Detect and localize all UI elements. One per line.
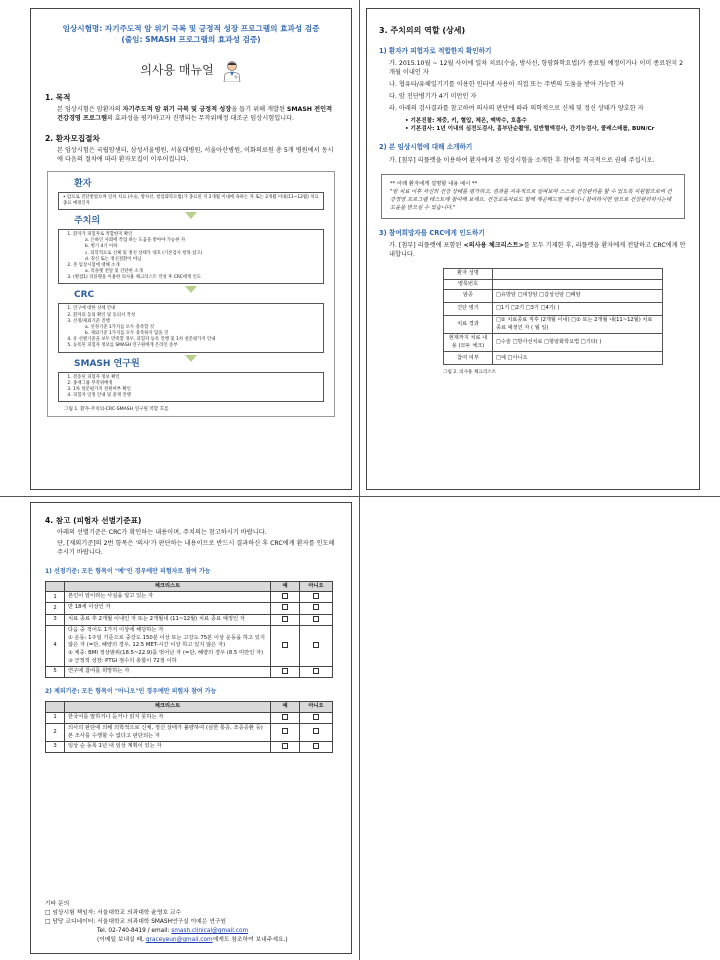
no-checkbox-cell[interactable] xyxy=(300,614,333,625)
page-divider-horizontal xyxy=(0,496,720,497)
criteria-text: 의사의 판단에 의해 의학적으로 신체, 정신 상태가 불량하여 (심한 통증, 조증증환 등) 본 조사를 수행할 수 없다고 판단되는 자 xyxy=(65,723,271,741)
flow-smash-item: 3. 1차 설문평가지 전원여부 확인 xyxy=(73,387,319,393)
section-1-heading: 1. 목적 xyxy=(45,92,71,102)
no-checkbox[interactable] xyxy=(313,743,319,749)
flow-crc-item: 4. 유 선별기준을 보두 만족할 경우, 피험자 등록 진행 및 1차 설문평가지 안내 xyxy=(73,337,319,343)
yes-checkbox-cell[interactable] xyxy=(271,592,300,603)
flow-crc-item: 1. 연구에 대한 상세 안내 xyxy=(73,306,319,312)
criteria-row xyxy=(46,592,333,603)
checklist-row xyxy=(444,279,663,290)
flow-smash-box xyxy=(58,372,324,403)
flow-doctor-heading: 주치의 xyxy=(74,216,101,227)
contact-tel: Tel. 02-740-8419 / email: smash.clinical@gmail.com xyxy=(97,928,249,935)
inclusion-heading: 1) 선정기준: 모든 항목이 "예"인 경우에만 피험자로 참여 가능 xyxy=(45,567,211,575)
section-2-body: 본 임상시험은 국립암센터, 삼성서울병원, 서울대병원, 서울아산병원, 이화의료원 총 5개 병원에서 동시에 다음의 절차에 따라 환자모집이 이루어집니다. xyxy=(57,146,334,163)
criteria-number: 3 xyxy=(46,742,65,753)
checklist-value[interactable]: □1기 □2기 □3기 □4기( ) xyxy=(493,303,663,316)
no-checkbox-cell[interactable] xyxy=(300,712,333,723)
section-4-intro-1: 아래의 선별기준은 CRC가 확인하는 내용이며, 주치의는 참고하시기 바랍니다. xyxy=(57,529,267,536)
flow-smash-heading: SMASH 연구원 xyxy=(74,358,140,369)
yes-checkbox-cell[interactable] xyxy=(271,625,300,666)
manual-header xyxy=(45,60,337,82)
section-4-intro-2: 단, [제외기준]의 2번 항목은 '의사'가 판단하는 내용이므로 반드시 결과하신 후 CRC에게 환자를 인도해주시기 바랍니다. xyxy=(57,539,335,556)
no-checkbox[interactable] xyxy=(313,642,319,648)
flow-doctor-item: 1. 환자가 피험자로 적합한지 확인 xyxy=(73,232,319,238)
section-3-heading: 3. 주치의의 역할 (상세) xyxy=(379,26,466,35)
checklist-label: 현재까지 치료 내용 (모두 체크) xyxy=(444,334,493,352)
yes-checkbox[interactable] xyxy=(282,668,288,674)
checklist-value[interactable]: □예 □아니오 xyxy=(493,352,663,365)
checklist-value[interactable] xyxy=(493,279,663,290)
yes-checkbox[interactable] xyxy=(282,728,288,734)
no-checkbox-cell[interactable] xyxy=(300,625,333,666)
criteria-number: 3 xyxy=(46,614,65,625)
flow-smash-item: 1. 전송된 피험자 정보 확인 xyxy=(73,375,319,381)
criterion-na: 나. 협유타/유해일기기를 이용한 인터넷 사용이 직접 또는 주변의 도움을 받아 가능한 자 xyxy=(389,81,624,89)
no-checkbox-cell[interactable] xyxy=(300,592,333,603)
yes-checkbox[interactable] xyxy=(282,714,288,720)
no-checkbox[interactable] xyxy=(313,668,319,674)
criteria-row xyxy=(46,603,333,614)
col-no-answer: 아니오 xyxy=(300,702,333,713)
flow-crc-item: 3. 선정/제외기준 진행 xyxy=(73,319,319,325)
explanation-example-box xyxy=(381,174,685,219)
yes-checkbox[interactable] xyxy=(282,743,288,749)
checklist-value[interactable] xyxy=(493,269,663,280)
criteria-text: 다음 중 적어도 1가지 이상에 해당하는 자 ① 운동: 1주일 기준으로 중강도 150분 이상 또는 고강도 75분 이상 운동을 하고 있지 않은 자 (=단, 혜양의 경우, 12.5 MET-시간 이상 하고 있지 않은 자) ② 체중: BMI 정상범위(18.5~22.9)를 벗어난 자 (=단, 혜양의 경우 (8.5 미만인 자) ③ 긍정적 성장: PTGI 점수의 총합이 72점 이하 xyxy=(65,625,271,666)
criteria-number: 2 xyxy=(46,723,65,741)
page-1 xyxy=(30,8,352,490)
flow-crc-sub: b. 제외기준 1가지를 모두 충족하지 않을 것 xyxy=(85,331,169,337)
criterion-ga: 가. 2015.10월 ~ 12월 사이에 일차 치료(수술, 방사선, 항암화학요법)가 종료될 예정이거나 이미 종료된지 2개월 이내인 자 xyxy=(389,60,684,77)
criteria-number: 5 xyxy=(46,667,65,678)
subsection-2-body: 가. [첨부] 리플렛을 이용하여 환자에게 본 임상시험을 소개한 후 참여를 적극적으로 권해 주십시오. xyxy=(389,156,655,164)
no-checkbox[interactable] xyxy=(313,714,319,720)
checklist-row xyxy=(444,269,663,280)
checklist-row xyxy=(444,303,663,316)
criteria-text: 본인이 암이라는 사실을 알고 있는 자 xyxy=(65,592,271,603)
recruitment-flow-diagram xyxy=(47,171,335,417)
no-checkbox[interactable] xyxy=(313,616,319,622)
no-checkbox[interactable] xyxy=(313,604,319,610)
flow-doctor-sub: c. 의학적으로 신체 및 정신 상태가 양호 (기본검사 항목 참고) xyxy=(85,250,203,256)
note-title: ** 아래 환자에게 설명할 내용 예시 ** xyxy=(390,180,478,187)
exclusion-heading: 2) 제외기준: 모든 항목이 "아니오"인 경우에만 피험자 참여 가능 xyxy=(45,688,217,696)
flow-doctor-sub: d. 정신 또는 정신질환이 아님 xyxy=(85,256,142,262)
criteria-text: 임상 순 동록 1년 내 임상 계획이 있는 자 xyxy=(65,742,271,753)
flow-crc-item: 2. 환자의 동의 확인 및 동의서 작성 xyxy=(73,313,319,319)
checklist-label: 참여 여부 xyxy=(444,352,493,365)
flow-patient-box: • 암으로 진단받았으며 일차 치료 (수술, 방사선, 항암화학요법)가 종료된 지 2개월 이내에 속하는 자 또는 2개월 이내(11~12월) 치료종료 예정인자 xyxy=(58,192,324,210)
subsection-1-heading: 1) 환자가 피험자로 적합한지 확인하기 xyxy=(379,46,492,55)
doctor-checklist-table xyxy=(443,268,663,365)
page-divider-vertical xyxy=(359,0,360,960)
manual-title: 의사용 매뉴얼 xyxy=(140,63,214,78)
yes-checkbox-cell[interactable] xyxy=(271,723,300,741)
exam-bullet-tests: • 기본검사: 1년 이내의 심전도검사, 흉부단순촬영, 일반혈액검사, 간기능검사, 콜레스테롤, BUN/Cr xyxy=(405,126,655,133)
yes-checkbox-cell[interactable] xyxy=(271,742,300,753)
section-1-body: 본 임상시험은 암환자의 자기주도적 암 위기 극복 및 긍정적 성장을 돕기 위해 개발된 SMASH 전인적 건강경영 프로그램의 효과성을 평가하고자 진행되는 무작위배정 대조군 임상시험입니다. xyxy=(57,105,333,122)
col-checklist: 체크리스트 xyxy=(65,702,271,713)
flow-doctor-sub: a. 은하인 사회에 작업 하는 도움을 받아야 가능한 자 xyxy=(85,238,186,244)
note-body: "암 치료 이후 자신의 건강 상태를 평가하고, 결과를 지속적으로 살펴보며 스스로 건강관리를 할 수 있도록 지원함으로써 건강경영 프로그램 테스트에 참여해 보세요. 건강교육자료도 함께 제공해드릴 예정이니 참여하시면 암으로 건강관리하시는데 도움을 받으실 수 있습니다." xyxy=(390,189,672,212)
checklist-label: 진단 병기 xyxy=(444,303,493,316)
flow-patient-heading: 환자 xyxy=(74,178,92,189)
criteria-number: 1 xyxy=(46,592,65,603)
study-title xyxy=(45,23,337,46)
col-checklist: 체크리스트 xyxy=(65,581,271,592)
flow-doctor-box xyxy=(58,229,324,284)
page-3 xyxy=(30,502,352,954)
section-2-heading: 2. 환자모집절차 xyxy=(45,133,100,143)
criteria-number: 2 xyxy=(46,603,65,614)
figure-1-caption: 그림 1. 환자-주치의-CRC-SMASH 연구원 역할 흐름 xyxy=(64,407,169,413)
criteria-number: 1 xyxy=(46,712,65,723)
flow-crc-heading: CRC xyxy=(74,290,95,301)
checklist-label: 환자 성명 xyxy=(444,269,493,280)
contact-info xyxy=(45,900,335,945)
email-link-cc[interactable]: graceyeun@gmail.com xyxy=(145,937,213,944)
criteria-text: 치료 종료 후 2개월 이내인 자 또는 2개월내 (11~12월) 치료 종료 예정인 자 xyxy=(65,614,271,625)
figure-2-caption: 그림 2. 의사용 체크리스트 xyxy=(443,370,497,376)
contact-coordinator: □ 담당 코디네이터: 서울대학교 의과대학 SMASH연구실 이예은 연구원 xyxy=(45,919,227,926)
criteria-row xyxy=(46,614,333,625)
yes-checkbox-cell[interactable] xyxy=(271,667,300,678)
criterion-ra: 라. 아래의 검사결과를 참고하여 의사의 판단에 따라 의학적으로 신체 및 정신 상태가 양호한 자 xyxy=(389,105,644,113)
col-no xyxy=(46,702,65,713)
col-no xyxy=(46,581,65,592)
flow-doctor-sub: a. 리플렛 전달 및 간단한 소개 xyxy=(85,269,143,275)
yes-checkbox[interactable] xyxy=(282,642,288,648)
criteria-row xyxy=(46,723,333,741)
col-no-answer: 아니오 xyxy=(300,581,333,592)
checklist-value[interactable]: □수술 □방사선치료 □항암화학요법 □기타( ) xyxy=(493,334,663,352)
subsection-3-body: 가. [첨부] 리플렛에 포함된 <의사용 체크리스트>를 모두 기재한 후, 리플렛을 환자에게 전달하고 CRC에게 안내합니다. xyxy=(389,242,686,259)
email-link-primary[interactable]: smash.clinical@gmail.com xyxy=(171,928,249,935)
no-checkbox[interactable] xyxy=(313,728,319,734)
yes-checkbox-cell[interactable] xyxy=(271,712,300,723)
yes-checkbox[interactable] xyxy=(282,593,288,599)
criteria-text: 연구에 참여를 희망하는 자 xyxy=(65,667,271,678)
col-yes: 예 xyxy=(271,702,300,713)
criteria-text: 만 18세 이상인 자 xyxy=(65,603,271,614)
no-checkbox-cell[interactable] xyxy=(300,667,333,678)
yes-checkbox-cell[interactable] xyxy=(271,603,300,614)
no-checkbox-cell[interactable] xyxy=(300,603,333,614)
checklist-row xyxy=(444,334,663,352)
contact-cc-note: (이메일 보내실 때, graceyeun@gmail.com에게도 참조하여 보내주세요.) xyxy=(97,937,288,944)
page-2 xyxy=(366,8,700,490)
checklist-row xyxy=(444,352,663,365)
subsection-3-heading: 3) 참여희망자를 CRC에게 인도하기 xyxy=(379,228,485,237)
flow-crc-box xyxy=(58,303,324,352)
criteria-row xyxy=(46,625,333,666)
checklist-label: 치료 경과 xyxy=(444,316,493,334)
checklist-label: 암종 xyxy=(444,290,493,303)
criterion-da: 다. 암 진단병기가 4기 미만인 자 xyxy=(389,93,477,101)
criteria-row xyxy=(46,742,333,753)
study-title-line1: 임상시험명: 자기주도적 암 위기 극복 및 긍정적 성장 프로그램의 효과성 검증 xyxy=(62,24,320,33)
flow-doctor-sub: b. 병기 4기 이하 xyxy=(85,244,118,250)
yes-checkbox-cell[interactable] xyxy=(271,614,300,625)
flow-doctor-item: 3. (별첨1) 리플렛을 이용한 의사용 체크리스트 작성 후 CRC에게 인도 xyxy=(73,275,319,281)
yes-checkbox[interactable] xyxy=(282,604,288,610)
col-yes: 예 xyxy=(271,581,300,592)
flow-crc-sub: a. 선정기준 1가지를 모두 충족할 것 xyxy=(85,324,154,330)
flow-doctor-item: 2. 본 임상시험에 대해 소개 xyxy=(73,263,319,269)
criteria-row xyxy=(46,712,333,723)
checklist-value[interactable]: □① 치료종료 직후 (2개월 이내) □② 또는 2개월 내(11~12월) 치료 종료 예정인 자 ( 월 일) xyxy=(493,316,663,334)
flow-smash-item: 2. 종재그룹 무작위배정 xyxy=(73,381,319,387)
checklist-label: 병록번호 xyxy=(444,279,493,290)
flow-smash-item: 4. 피험자 일정 안내 및 중재 진행 xyxy=(73,393,319,399)
inclusion-table xyxy=(45,581,333,679)
no-checkbox-cell[interactable] xyxy=(300,723,333,741)
exam-bullet-basic: • 기본진찰: 체중, 키, 혈압, 체온, 맥박수, 호흡수 xyxy=(405,118,527,125)
subsection-2-heading: 2) 본 임상시험에 대해 소개하기 xyxy=(379,143,473,152)
checklist-value[interactable]: □유방암 □대장암 □갑상선암 □폐암 xyxy=(493,290,663,303)
criteria-number: 4 xyxy=(46,625,65,666)
section-4-heading: 4. 참고 (피험자 선별기준표) xyxy=(45,516,142,525)
exclusion-table xyxy=(45,701,333,753)
flow-crc-item: 5. 등록된 피험자 정보를 SMASH 연구원에게 온라인 송부 xyxy=(73,343,319,349)
criteria-text: 한국어를 말하거나 듣거나 읽지 못하는 자 xyxy=(65,712,271,723)
no-checkbox[interactable] xyxy=(313,593,319,599)
doctor-icon xyxy=(222,60,242,82)
no-checkbox-cell[interactable] xyxy=(300,742,333,753)
study-title-line2: (줄임: SMASH 프로그램의 효과성 검증) xyxy=(121,35,261,45)
checklist-row xyxy=(444,290,663,303)
yes-checkbox[interactable] xyxy=(282,616,288,622)
criteria-row xyxy=(46,667,333,678)
contact-pi: □ 임상시험 책임자: 서울대학교 의과대학 윤영호 교수 xyxy=(45,910,182,917)
contact-title: 기타 문의 xyxy=(45,901,70,908)
checklist-row xyxy=(444,316,663,334)
